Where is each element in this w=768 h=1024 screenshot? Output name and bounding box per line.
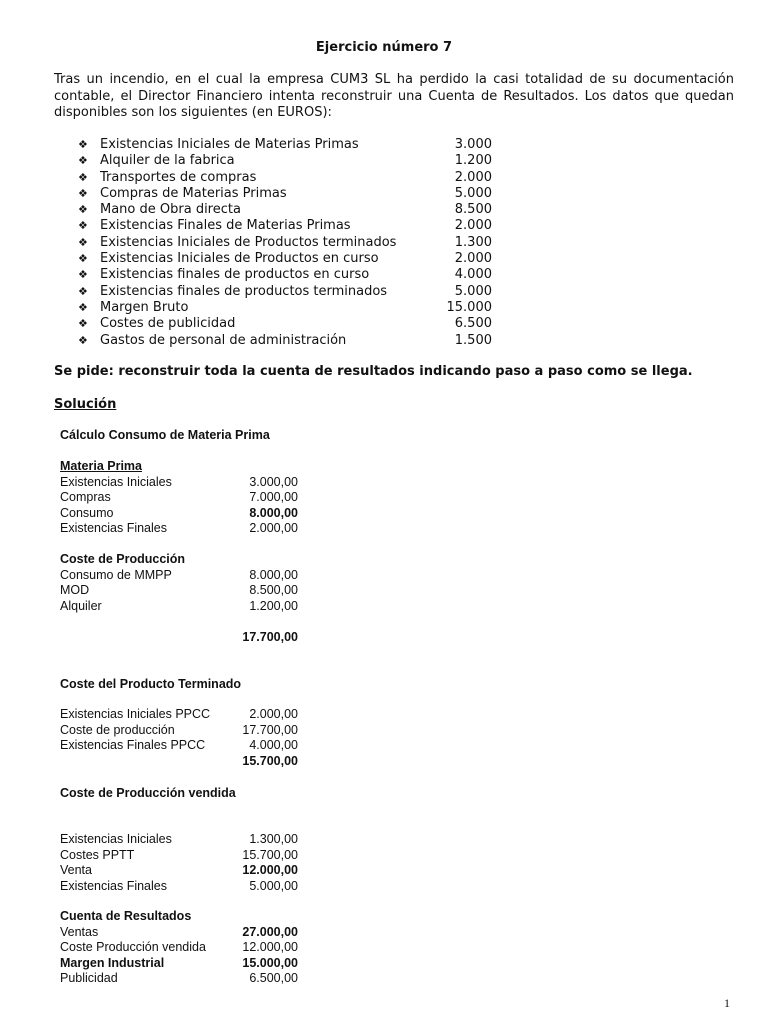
list-item: ❖ Alquiler de la fabrica 1.200	[78, 153, 492, 169]
diamond-bullet-icon: ❖	[78, 252, 88, 266]
table-row: Venta 12.000,00	[60, 863, 298, 878]
table-row: Existencias Iniciales 1.300,00	[60, 832, 298, 846]
table-row: Existencias Finales PPCC 4.000,00	[60, 738, 298, 753]
diamond-bullet-icon: ❖	[78, 186, 88, 200]
section-heading: Coste del Producto Terminado	[60, 677, 242, 691]
diamond-bullet-icon: ❖	[78, 300, 88, 314]
table-row: Consumo 8.000,00	[60, 505, 298, 520]
coste-vendida-table	[60, 832, 300, 894]
list-item: ❖ Compras de Materias Primas 5.000	[78, 185, 492, 201]
diamond-bullet-icon: ❖	[78, 219, 88, 233]
coste-terminado-table	[60, 707, 300, 769]
list-item: ❖ Gastos de personal de administración 1.500	[78, 332, 492, 348]
list-item: ❖ Existencias Iniciales de Materias Primas 3.000	[78, 137, 492, 152]
coste-produccion-table	[60, 552, 300, 646]
table-row	[60, 754, 300, 770]
list-item: ❖ Existencias finales de productos en curso 4.000	[78, 267, 492, 283]
data-list	[78, 137, 498, 349]
materia-prima-table	[60, 459, 300, 537]
solution-heading: Solución	[54, 397, 117, 412]
page-number: 1	[724, 996, 730, 1010]
diamond-bullet-icon: ❖	[78, 170, 88, 184]
table-row: Publicidad 6.500,00	[60, 971, 298, 986]
table-row: Coste de producción 17.700,00	[60, 722, 298, 737]
cuenta-resultados-table	[60, 909, 300, 987]
diamond-bullet-icon: ❖	[78, 154, 88, 168]
table-row: Margen Industrial 15.000,00	[60, 955, 298, 970]
table-row: Ventas 27.000,00	[60, 924, 298, 939]
list-item: ❖ Existencias Finales de Materias Primas 2.000	[78, 218, 492, 234]
section-heading: Coste de Producción vendida	[60, 786, 236, 800]
list-item: ❖ Transportes de compras 2.000	[78, 169, 492, 185]
diamond-bullet-icon: ❖	[78, 203, 88, 217]
diamond-bullet-icon: ❖	[78, 235, 88, 249]
list-item: ❖ Existencias finales de productos terminados 5.000	[78, 283, 492, 299]
intro-paragraph: Tras un incendio, en el cual la empresa CUM3 SL ha perdido la casi totalidad de su documentación contable, el Director Financiero intenta reconstruir una Cuenta de Resultados. Los datos que quedan disponibles son los siguientes (en EUROS):	[54, 72, 734, 120]
total-value: 17.700,00	[242, 629, 298, 644]
list-item: ❖ Mano de Obra directa 8.500	[78, 202, 492, 218]
table-row: MOD 8.500,00	[60, 583, 298, 598]
table-row: Existencias Finales 5.000,00	[60, 878, 298, 893]
table-row: Compras 7.000,00	[60, 490, 298, 505]
list-item: ❖ Existencias Iniciales de Productos en curso 2.000	[78, 251, 492, 267]
section-heading: Cuenta de Resultados	[60, 909, 192, 923]
diamond-bullet-icon: ❖	[78, 317, 88, 331]
list-item: ❖ Margen Bruto 15.000	[78, 299, 492, 315]
table-row: Existencias Iniciales PPCC 2.000,00	[60, 707, 298, 721]
calc-heading: Cálculo Consumo de Materia Prima	[60, 428, 270, 442]
list-item: ❖ Existencias Iniciales de Productos terminados 1.300	[78, 234, 492, 250]
exercise-title: Ejercicio número 7	[315, 40, 453, 55]
table-row: Consumo de MMPP 8.000,00	[60, 567, 298, 582]
table-row: Existencias Finales 2.000,00	[60, 521, 298, 536]
list-item: ❖ Costes de publicidad 6.500	[78, 316, 492, 332]
diamond-bullet-icon: ❖	[78, 268, 88, 282]
table-row: Alquiler 1.200,00	[60, 598, 298, 613]
table-row: Costes PPTT 15.700,00	[60, 847, 298, 862]
diamond-bullet-icon: ❖	[78, 333, 88, 347]
diamond-bullet-icon: ❖	[78, 138, 88, 151]
section-heading: Materia Prima	[60, 459, 142, 473]
total-value: 15.700,00	[242, 753, 298, 768]
section-heading: Coste de Producción	[60, 552, 186, 566]
table-row: Coste Producción vendida 12.000,00	[60, 940, 298, 955]
table-row	[60, 630, 300, 646]
table-row: Existencias Iniciales 3.000,00	[60, 474, 298, 489]
diamond-bullet-icon: ❖	[78, 284, 88, 298]
task-statement: Se pide: reconstruir toda la cuenta de resultados indicando paso a paso como se llega.	[54, 364, 693, 379]
